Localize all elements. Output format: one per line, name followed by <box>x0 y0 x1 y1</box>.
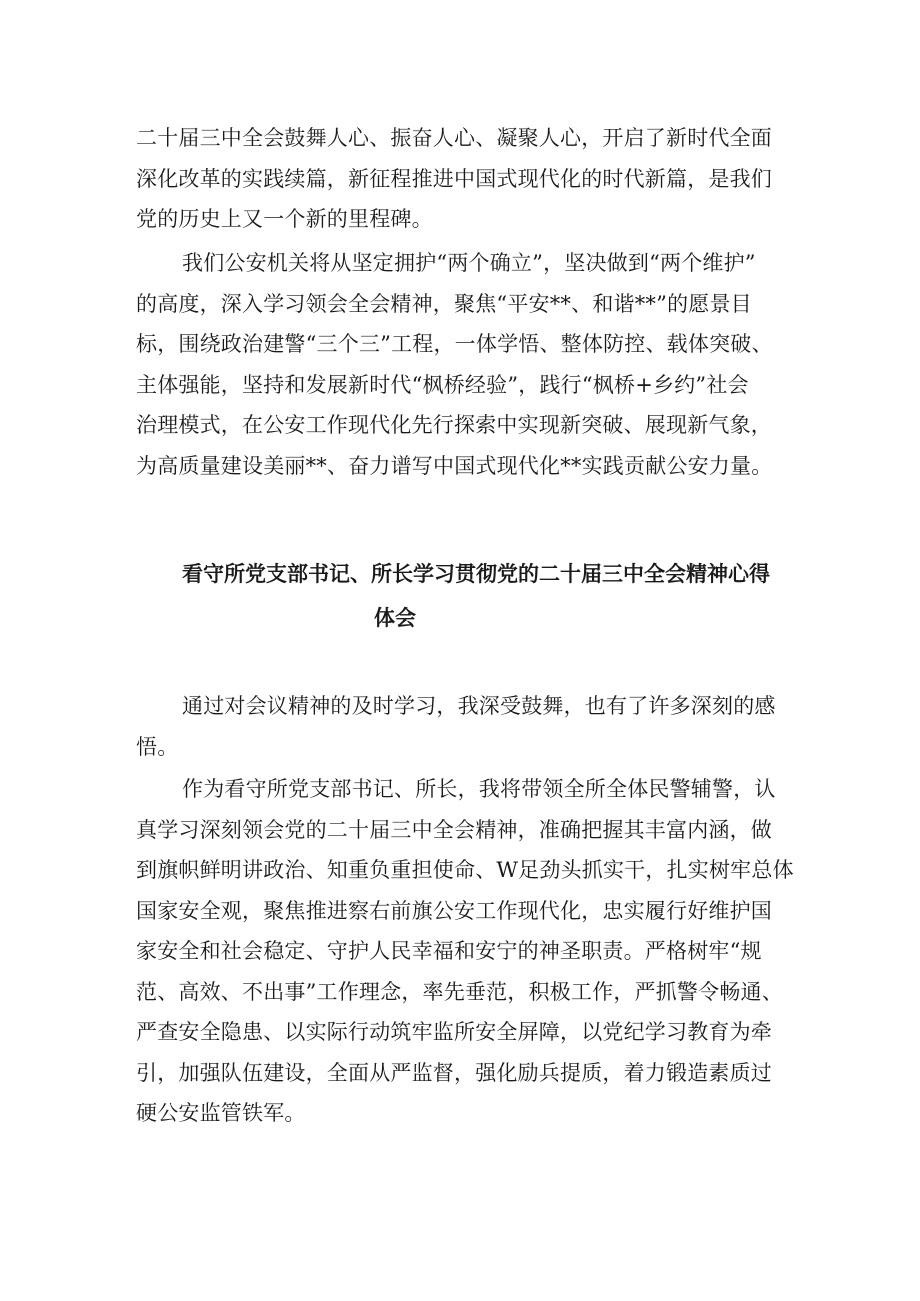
paragraph-1-line: 深化改革的实践续篇，新征程推进中国式现代化的时代新篇，是我们 <box>136 166 772 191</box>
paragraph-1 <box>136 118 796 240</box>
paragraph-2-line: 的高度，深入学习领会全会精神，聚焦“平安**、和谐**”的愿景目 <box>136 291 752 316</box>
paragraph-2-line: 主体强能，坚持和发展新时代“枫桥经验”，践行“枫桥+乡约”社会 <box>136 372 749 397</box>
paragraph-4-line: 作为看守所党支部书记、所长，我将带领全所全体民警辅警，认 <box>182 777 776 801</box>
paragraph-2-line: 治理模式，在公安工作现代化先行探索中实现新突破、展现新气象， <box>136 413 772 437</box>
paragraph-3-line: 通过对会议精神的及时学习，我深受鼓舞，也有了许多深刻的感 <box>182 694 776 718</box>
paragraph-4-line: 国家安全观，聚焦推进察右前旗公安工作现代化，忠实履行好维护国 <box>136 898 772 923</box>
paragraph-4-line: 真学习深刻领会党的二十届三中全会精神，准确把握其丰富内涵，做 <box>136 817 772 842</box>
paragraph-4-line: 引，加强队伍建设，全面从严监督，强化励兵提质，着力锻造素质过 <box>136 1060 772 1085</box>
paragraph-4-line: 到旗帜鲜明讲政治、知重负重担使命、W足劲头抓实干，扎实树牢总体 <box>136 858 794 882</box>
paragraph-2 <box>136 243 796 486</box>
paragraph-4-line: 范、高效、不出事”工作理念，率先垂范，积极工作，严抓警令畅通、 <box>136 979 783 1004</box>
section-title-line: 看守所党支部书记、所长学习贯彻党的二十届三中全会精神心得 <box>182 562 770 586</box>
paragraph-3-line: 悟。 <box>136 734 179 759</box>
paragraph-4-line: 严查安全隐患、以实际行动筑牢监所安全屏障，以党纪学习教育为牵 <box>136 1020 772 1044</box>
paragraph-2-line: 标，围绕政治建警“三个三”工程，一体学悟、整体防控、载体突破、 <box>136 332 773 356</box>
paragraph-4-line: 硬公安监管铁军。 <box>136 1101 306 1125</box>
paragraph-1-line: 二十届三中全会鼓舞人心、振奋人心、凝聚人心，开启了新时代全面 <box>136 126 772 150</box>
paragraph-2-line: 为高质量建设美丽**、奋力谱写中国式现代化**实践贡献公安力量。 <box>136 453 773 478</box>
paragraph-3 <box>136 686 796 767</box>
paragraph-1-line: 党的历史上又一个新的里程碑。 <box>136 207 433 231</box>
section-title <box>136 552 796 640</box>
paragraph-4-line: 家安全和社会稳定、守护人民幸福和安宁的神圣职责。严格树牢“规 <box>136 939 762 963</box>
paragraph-2-line: 我们公安机关将从坚定拥护“两个确立”，坚决做到“两个维护” <box>182 251 756 275</box>
paragraph-4 <box>136 769 796 1134</box>
section-title-line: 体会 <box>374 606 416 630</box>
